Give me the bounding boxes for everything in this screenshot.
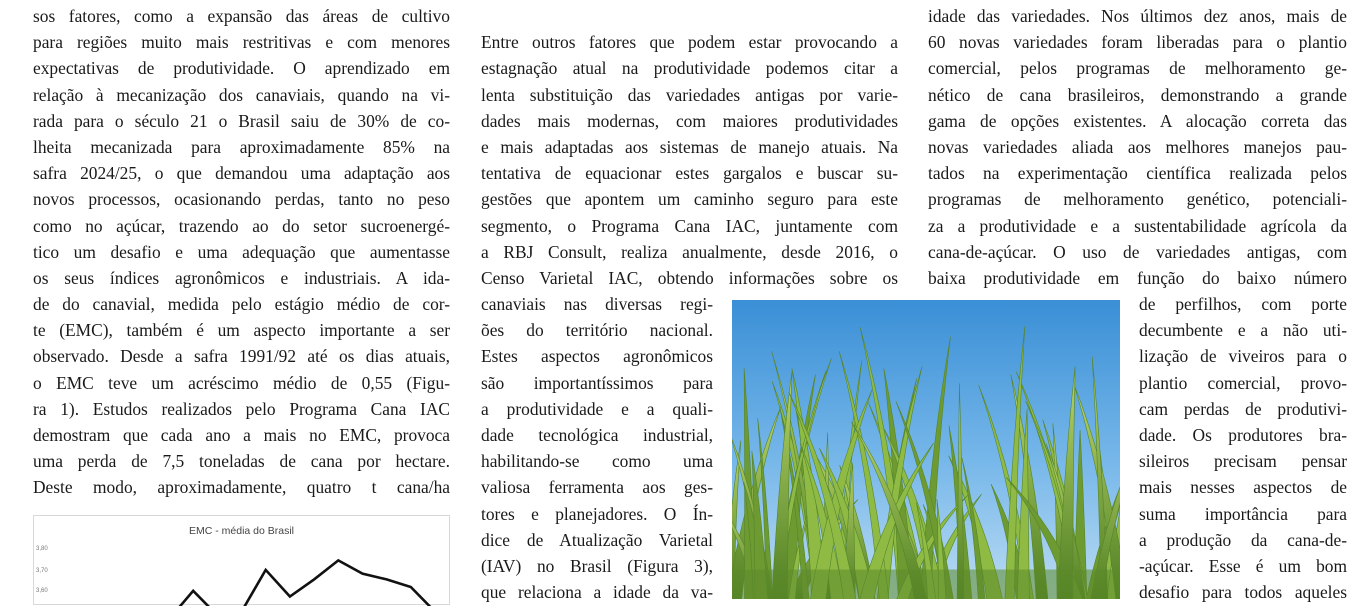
chart-plot: [34, 516, 451, 606]
text-line: a produção da cana-de-: [1139, 529, 1347, 550]
text-line: relação à mecanização dos canaviais, quando na vi-: [33, 84, 450, 105]
text-line: expectativas de produtividade. O aprendizado em: [33, 58, 450, 79]
text-line: como no açúcar, trazendo ao do setor sucroenergé-: [33, 215, 450, 236]
text-line: a RBJ Consult, realiza anualmente, desde 2016, o: [481, 241, 898, 262]
text-line: estagnação atual na produtividade podemos citar a: [481, 58, 898, 79]
text-line: sos fatores, como a expansão das áreas de cultivo: [33, 6, 450, 26]
text-line: Deste modo, aproximadamente, quatro t cana/ha: [33, 477, 450, 498]
text-line: novos processos, ocasionando perdas, tanto no peso: [33, 189, 450, 210]
text-line: rada para o século 21 o Brasil saiu de 30% de co-: [33, 110, 450, 131]
y-tick-label: 3,70: [36, 568, 48, 574]
text-line: observado. Desde a safra 1991/92 até os dias atuais,: [33, 346, 450, 367]
text-line: te (EMC), também é um aspecto importante a ser: [33, 320, 450, 341]
sugarcane-photo: [732, 300, 1120, 599]
text-line: mais nesses aspectos de: [1139, 477, 1347, 498]
text-line: dice de Atualização Varietal: [481, 529, 713, 550]
text-line: -açúcar. Esse é um bom: [1139, 555, 1347, 576]
text-line: para regiões muito mais restritivas e com menores: [33, 32, 450, 53]
text-line: cana-de-açúcar. O uso de variedades antigas, com: [928, 241, 1347, 262]
text-line: de perfilhos, com porte: [1139, 294, 1347, 314]
sugarcane-leaves-illustration: [732, 300, 1120, 599]
text-line: novas variedades aliada aos melhores manejos pau-: [928, 136, 1347, 157]
text-column-3: [928, 3, 1347, 291]
text-line: Censo Varietal IAC, obtendo informações sobre os: [481, 267, 898, 288]
foliage-base: [732, 570, 1120, 599]
text-line: safra 2024/25, o que demandou uma adaptação aos: [33, 163, 450, 184]
text-line: dade. Os produtores bra-: [1139, 424, 1347, 445]
text-column-2: [481, 3, 898, 291]
text-line: lização de viveiros para o: [1139, 346, 1347, 367]
text-line: ões do território nacional.: [481, 320, 713, 341]
y-tick-label: 3,60: [36, 588, 48, 594]
text-line: tados na experimentação científica realizada pelos: [928, 163, 1347, 184]
text-line: (IAV) no Brasil (Figura 3),: [481, 555, 713, 576]
text-line: sileiros precisam pensar: [1139, 451, 1347, 472]
text-line: lenta substituição das variedades antigas por varie-: [481, 84, 898, 105]
text-line: ra 1). Estudos realizados pelo Programa Cana IAC: [33, 398, 450, 419]
text-line: nético de cana brasileiros, demonstrando a grande: [928, 84, 1347, 105]
text-line: e mais adaptadas aos sistemas de manejo atuais. Na: [481, 136, 898, 157]
text-line: dades mais modernas, com maiores produtividades: [481, 110, 898, 131]
text-line: tores e planejadores. O Ín-: [481, 503, 713, 524]
text-line: canaviais nas diversas regi-: [481, 294, 713, 314]
text-line: lheita mecanizada para aproximadamente 85% na: [33, 136, 450, 157]
text-line: za a produtividade e a sustentabilidade agrícola da: [928, 215, 1347, 236]
text-line: habilitando-se como uma: [481, 451, 713, 472]
text-line: tico um desafio e uma adequação que aumentasse: [33, 241, 450, 262]
text-line: decumbente e a não uti-: [1139, 320, 1347, 341]
text-line: cam perdas de produtivi-: [1139, 398, 1347, 419]
text-line: que relaciona a idade da va-: [481, 582, 713, 603]
emc-chart: [33, 515, 450, 605]
text-line: uma perda de 7,5 toneladas de cana por hectare.: [33, 451, 450, 472]
text-line: o EMC teve um acréscimo médio de 0,55 (Figu-: [33, 372, 450, 393]
text-line: comercial, pelos programas de melhoramento ge-: [928, 58, 1347, 79]
text-line: os seus índices agronômicos e industriais. A ida-: [33, 267, 450, 288]
chart-title: EMC - média do Brasil: [188, 525, 295, 537]
text-line: são importantíssimos para: [481, 372, 713, 393]
text-line: segmento, o Programa Cana IAC, juntamente com: [481, 215, 898, 236]
text-line: suma importância para: [1139, 503, 1347, 524]
text-line: gama de opções existentes. A alocação correta das: [928, 110, 1347, 131]
text-line: programas de melhoramento genético, potenciali-: [928, 189, 1347, 210]
text-line: tentativa de equacionar estes gargalos e buscar su-: [481, 163, 898, 184]
y-tick-label: 3,80: [36, 546, 48, 552]
text-line: plantio comercial, provo-: [1139, 372, 1347, 393]
text-line: demostram que cada ano a mais no EMC, provoca: [33, 425, 450, 445]
text-line: Estes aspectos agronômicos: [481, 346, 713, 367]
text-line: idade das variedades. Nos últimos dez anos, mais de: [928, 6, 1347, 26]
spacer: [481, 3, 898, 29]
text-line: de do canavial, medida pelo estágio médio de cor-: [33, 294, 450, 315]
text-line: 60 novas variedades foram liberadas para o plantio: [928, 32, 1347, 53]
text-line: Entre outros fatores que podem estar provocando a: [481, 32, 898, 53]
text-line: desafio para todos aqueles: [1139, 582, 1347, 603]
text-line: gestões que apontem um caminho seguro para este: [481, 189, 898, 210]
text-line: baixa produtividade em função do baixo número: [928, 267, 1347, 288]
series-line: [169, 560, 435, 606]
text-column-2-narrow: [481, 291, 713, 605]
text-column-3-narrow: [1139, 291, 1347, 605]
text-line: valiosa ferramenta aos ges-: [481, 477, 713, 498]
text-line: a produtividade e a quali-: [481, 398, 713, 419]
text-column-1: [33, 3, 450, 501]
text-line: dade tecnológica industrial,: [481, 424, 713, 445]
